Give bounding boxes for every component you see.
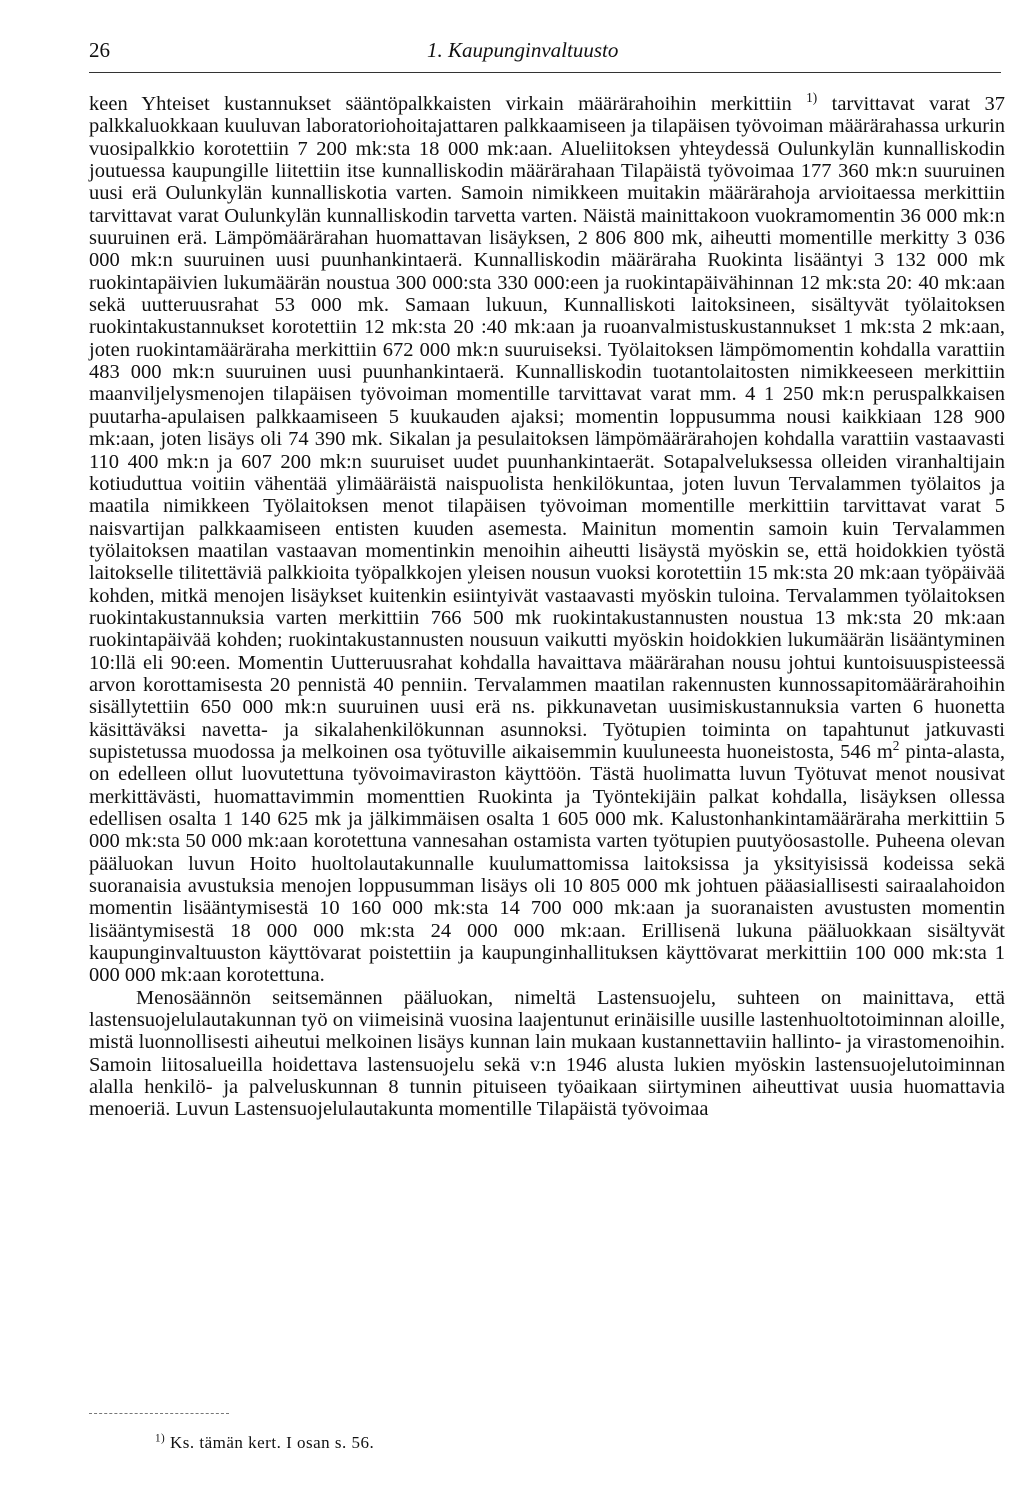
superscript-exponent: 2	[892, 738, 900, 754]
page-number: 26	[89, 38, 110, 62]
footnote-marker: 1)	[155, 1432, 166, 1445]
paragraph: Menosäännön seitsemännen pääluokan, nimeltä Lastensuojelu, suhteen on mainittava, että lastensuojelulautakunnan työ on viimeisinä vuosina laajentunut erinäisille uusille lastenhuoltotoiminnan aloille, mistä luonnollisesti aiheutui melkoinen lisäys kunnan lain mukaan kustannettaviin hallinto- ja virastomenoihin. Samoin liitosalueilla hoidettava lastensuojelu sekä v:n 1946 alusta lukien myöskin lastensuojelutoiminnan alalla henkilö- ja palveluskunnan 8 tunnin pituiseen työaikaan siirtyminen aiheuttivat uusia huomattavia menoeriä. Luvun Lastensuojelulautakunta momentille Tilapäistä työvoimaa	[89, 986, 1005, 1121]
footnote-divider	[89, 1413, 229, 1414]
running-title: 1. Kaupunginvaltuusto	[427, 38, 619, 62]
page-header	[89, 38, 1001, 73]
paragraph	[89, 90, 1006, 987]
paragraph-text: keen Yhteiset kustannukset sääntöpalkkaisten virkain määrärahoihin merkittiin	[89, 93, 792, 115]
footnote	[155, 1433, 374, 1453]
footnote-text: Ks. tämän kert. I osan s. 56.	[169, 1433, 375, 1452]
body-text	[89, 90, 1006, 1121]
paragraph-text: pinta-alasta, on edelleen ollut luovutettuna työvoimaviraston käyttöön. Tästä huolimatta luvun Työtuvat menot nousivat merkittävästi, huomattavimmin momenttien Ruokinta ja Työntekijäin palkat kohdalla, lisäyksen ollessa edellisen osalta 1 140 625 mk ja jälkimmäisen osalta 1 605 000 mk. Kalustonhankintamääräraha merkittiin 5 000 mk:sta 50 000 mk:aan korotettuna vannesahan ostamista varten työtupien puutyöosastolle. Puheena olevan pääluokan luvun Hoito huoltolautakunnalle kuulumattomissa laitoksissa ja yksityisissä kodeissa sekä suoranaisia avustuksia menojen loppusumman lisäys oli 10 805 000 mk johtuen pääasiallisesti sairaalahoidon momentin lisääntymisestä 10 160 000 mk:sta 14 700 000 mk:aan ja suoranaisten avustusten momentin lisääntymisestä 18 000 000 mk:sta 24 000 000 mk:aan. Erillisenä lukuna pääluokkaan sisältyvät kaupunginvaltuuston käyttövarat poistettiin ja kaupunginhallituksen käyttövarat merkittiin 100 000 mk:sta 1 000 000 mk:aan korotettuna.	[89, 740, 1006, 987]
footnote-reference: 1)	[806, 90, 818, 106]
paragraph-text: tarvittavat varat 37 palkkaluokkaan kuuluvan laboratoriohoitajattaren palkkaamiseen ja tilapäisen työvoiman määrärahassa urkurin vuosipalkkio korotettiin 7 200 mk:sta 18 000 mk:aan. Alueliitoksen yhteydessä Oulunkylän kunnalliskodin joutuessa kaupungille liitettiin itse kunnalliskodin määrärahaan Tilapäistä työvoimaa 177 360 mk:n suuruinen uusi erä Oulunkylän kunnalliskotia varten. Samoin nimikkeen muitakin määrärahoja arvioitaessa merkittiin tarvittavat varat Oulunkylän kunnalliskodin tarvetta varten. Näistä mainittakoon vuokramomentin 36 000 mk:n suuruinen erä. Lämpömäärärahan huomattavan lisäyksen, 2 806 800 mk, aiheutti momentille merkitty 3 036 000 mk:n suuruinen uusi puunhankintaerä. Kunnalliskodin määräraha Ruokinta lisääntyi 3 132 000 mk ruokintapäivien lukumäärän noustua 300 000:sta 330 000:een ja ruokintapäivähinnan 12 mk:sta 20: 40 mk:aan sekä uutteruusrahat 53 000 mk. Samaan lukuun, Kunnalliskoti laitoksineen, sisältyvät työlaitoksen ruokintakustannukset korotettiin 12 mk:sta 20 :40 mk:aan ja ruoanvalmistuskustannukset 1 mk:sta 2 mk:aan, joten ruokintamääräraha merkittiin 672 000 mk:n suuruiseksi. Työlaitoksen lämpömomentin kohdalla varattiin 483 000 mk:n suuruinen uusi puunhankintaerä. Kunnalliskodin tuotantolaitosten nimikkeeseen merkittiin maanviljelysmenojen tilapäisen työvoiman momentille tarvittavat varat mm. 4 1 250 mk:n peruspalkkaisen puutarha-apulaisen palkkaamiseen 5 kuukauden ajaksi; momentin loppusumma nousi kaikkiaan 128 900 mk:aan, joten lisäys oli 74 390 mk. Sikalan ja pesulaitoksen lämpömäärärahojen kohdalla varattiin vastaavasti 110 400 mk:n ja 607 200 mk:n suuruiset uudet puunhankintaerät. Sotapalveluksessa olleiden viranhaltijain kotiuduttua voitiin vähentää ylimääräistä naispuolista henkilökuntaa, joten luvun Tervalammen työlaitos ja maatila nimikkeen Työlaitoksen menot tilapäisen työvoiman momentille merkittiin tarvittavat varat 5 naisvartijan palkkaamiseen entisten kuuden asemesta. Mainitun momentin samoin kuin Tervalammen työlaitoksen maatilan vastaavan momentinkin menoihin aiheutti lisäystä myöskin se, että hoidokkien työstä laitokselle tilitettäviä palkkioita työpalkkojen yleisen nousun vuoksi korotettiin 15 mk:sta 20 mk:aan työpäivää kohden, mitkä menojen lisäykset kuitenkin esiintyivät vastaavasti myöskin tuloina. Tervalammen työlaitoksen ruokintakustannuksia varten merkittiin 766 500 mk ruokintakustannusten noustua 13 mk:sta 20 mk:aan ruokintapäivää kohden; ruokintakustannusten nousuun vaikutti myöskin hoidokkien lukumäärän lisääntyminen 10:llä eli 90:een. Momentin Uutteruusrahat kohdalla havaittava määrärahan nousu johtui kuntoisuuspisteessä arvon korottamisesta 20 pennistä 40 penniin. Tervalammen maatilan rakennusten kunnossapitomäärärahoihin sisällytettiin 650 000 mk:n suuruinen uusi erä ns. pikkunavetan uusimiskustannuksia varten 6 huonetta käsittäväksi navetta- ja sikalahenkilökunnan asunnoksi. Työtupien toiminta on tapahtunut jatkuvasti supistetussa muodossa ja melkoinen osa työtuville aikaisemmin kuuluneesta huoneistosta, 546 m	[89, 93, 1006, 763]
